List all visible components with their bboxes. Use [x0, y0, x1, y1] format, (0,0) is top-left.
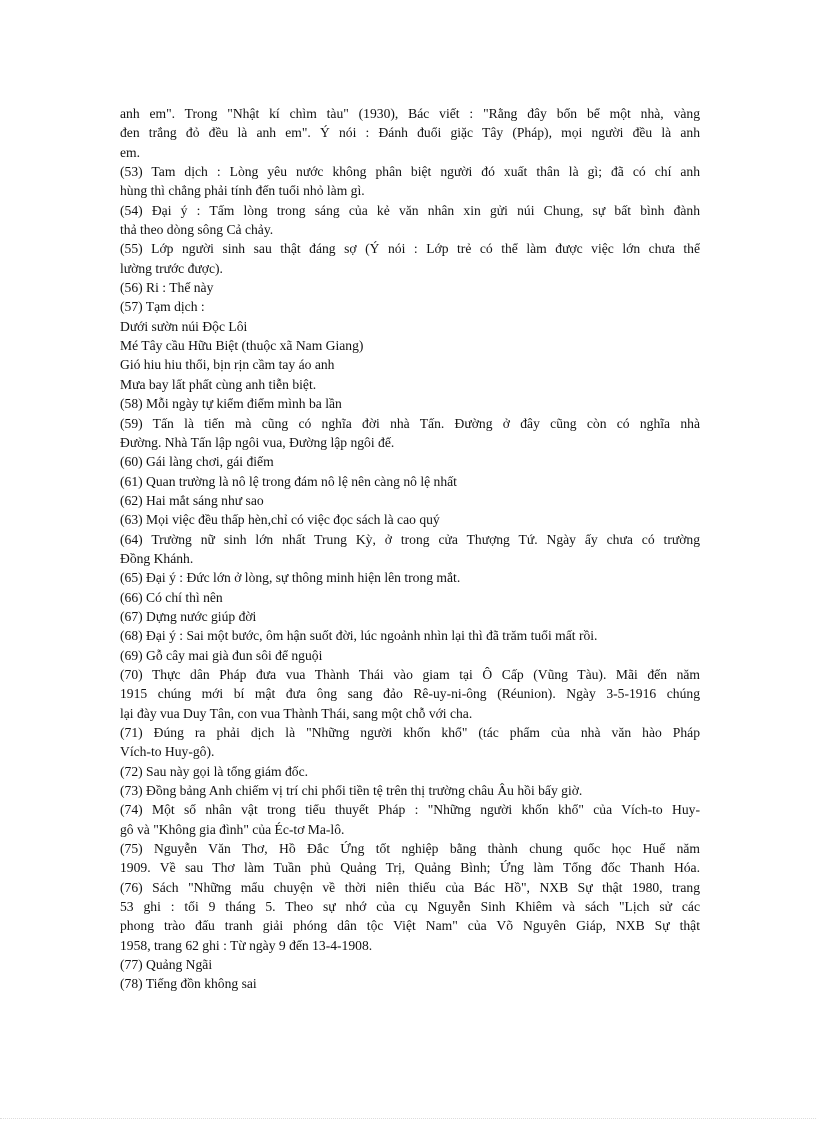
text-line: (72) Sau này gọi là tổng giám đốc. — [120, 763, 309, 779]
text-line: (65) Đại ý : Đức lớn ở lòng, sự thông minh hiện lên trong mắt. — [120, 570, 461, 586]
text-line: 1915 chúng mới bí mật đưa ông sang đảo Rê-uy-ni-ông (Réunion). Ngày 3-5-1916 chúng — [120, 686, 700, 702]
text-line: Dưới sườn núi Độc Lôi — [120, 318, 248, 334]
text-line: Đường. Nhà Tấn lập ngôi vua, Đường lập ngôi đế. — [120, 434, 395, 450]
text-line: Mưa bay lất phất cùng anh tiễn biệt. — [120, 376, 317, 392]
text-line: đen trắng đỏ đều là anh em". Ý nói : Đánh đuổi giặc Tây (Pháp), mọi người đều là anh — [120, 125, 700, 141]
text-line: (77) Quảng Ngãi — [120, 957, 213, 973]
text-line: Đồng Khánh. — [120, 550, 194, 566]
text-line: (73) Đồng bảng Anh chiếm vị trí chi phối tiền tệ trên thị trường châu Âu hồi bấy giờ. — [120, 783, 583, 799]
text-line: (75) Nguyễn Văn Thơ, Hồ Đắc Ứng tốt nghiệp bằng thành chung quốc học Huế năm — [120, 841, 700, 857]
text-line: (67) Dựng nước giúp đời — [120, 608, 257, 624]
text-line: (59) Tấn là tiến mà cũng có nghĩa đời nhà Tấn. Đường ở đây cũng còn có nghĩa nhà — [120, 415, 700, 431]
text-line: anh em". Trong "Nhật kí chìm tàu" (1930), Bác viết : "Rằng đây bốn bể một nhà, vàng — [120, 106, 700, 121]
text-line: (71) Đúng ra phải dịch là "Những người khốn khổ" (tác phẩm của nhà văn hào Pháp — [120, 725, 700, 740]
text-line: lường trước được). — [120, 260, 223, 276]
text-line: (61) Quan trường là nô lệ trong đám nô lệ nên càng nô lệ nhất — [120, 473, 457, 489]
text-line: (69) Gỗ cây mai già đun sôi để nguội — [120, 647, 323, 663]
text-line: hùng thì chẳng phải tính đến tuổi nhỏ làm gì. — [120, 183, 365, 199]
text-line: (64) Trường nữ sinh lớn nhất Trung Kỳ, ở trong cửa Thượng Tứ. Ngày ấy chưa có trường — [120, 531, 700, 547]
text-line: (78) Tiếng đồn không sai — [120, 976, 257, 992]
text-line: (62) Hai mắt sáng như sao — [120, 492, 264, 508]
text-line: thả theo dòng sông Cả chảy. — [120, 222, 274, 238]
text-line: (63) Mọi việc đều thấp hèn,chỉ có việc đọc sách là cao quý — [120, 512, 440, 528]
document-body — [120, 104, 700, 994]
page-bottom-divider — [0, 1118, 816, 1120]
text-line: lại đày vua Duy Tân, con vua Thành Thái, sang một chỗ với cha. — [120, 705, 473, 721]
text-line: (58) Mỗi ngày tự kiểm điểm mình ba lần — [120, 396, 342, 412]
text-line: 1958, trang 62 ghi : Từ ngày 9 đến 13-4-1908. — [120, 937, 373, 953]
text-line: (70) Thực dân Pháp đưa vua Thành Thái vào giam tại Ô Cấp (Vũng Tàu). Mãi đến năm — [120, 666, 700, 682]
text-line: 53 ghi : tối 9 tháng 5. Theo sự nhớ của cụ Nguyễn Sinh Khiêm và sách "Lịch sử các — [120, 899, 700, 915]
text-line: Vích-to Huy-gô). — [120, 744, 215, 760]
text-line: (55) Lớp người sinh sau thật đáng sợ (Ý nói : Lớp trẻ có thể làm được việc lớn chưa thể — [120, 241, 700, 257]
text-line: (57) Tạm dịch : — [120, 299, 205, 315]
text-line: Gió hiu hiu thổi, bịn rịn cầm tay áo anh — [120, 357, 335, 373]
text-line: (56) Ri : Thế này — [120, 280, 214, 296]
text-line: (54) Đại ý : Tấm lòng trong sáng của kẻ văn nhân xin gửi núi Chung, sự bất bình đành — [120, 202, 700, 218]
text-line: (76) Sách "Những mẩu chuyện về thời niên thiếu của Bác Hồ", NXB Sự thật 1980, trang — [120, 879, 700, 895]
text-line: (74) Một số nhân vật trong tiểu thuyết Pháp : "Những người khốn khổ" của Vích-to Huy- — [120, 802, 700, 818]
text-line: (68) Đại ý : Sai một bước, ôm hận suốt đời, lúc ngoảnh nhìn lại thì đã trăm tuổi mất rồi. — [120, 628, 598, 644]
text-line: (60) Gái làng chơi, gái điếm — [120, 454, 274, 470]
text-line: em. — [120, 144, 141, 160]
text-line: phong trào đấu tranh giải phóng dân tộc Việt Nam" của Võ Nguyên Giáp, NXB Sự thật — [120, 918, 700, 934]
text-line: Mé Tây cầu Hữu Biệt (thuộc xã Nam Giang) — [120, 338, 364, 354]
text-line: gô và "Không gia đình" của Éc-tơ Ma-lô. — [120, 821, 345, 837]
text-line: (53) Tam dịch : Lòng yêu nước không phân biệt người đó xuất thân là gì; đã có chí anh — [120, 164, 700, 180]
text-line: 1909. Về sau Thơ làm Tuần phủ Quảng Trị, Quảng Bình; Ứng làm Tổng đốc Thanh Hóa. — [120, 860, 700, 876]
text-line: (66) Có chí thì nên — [120, 589, 223, 605]
